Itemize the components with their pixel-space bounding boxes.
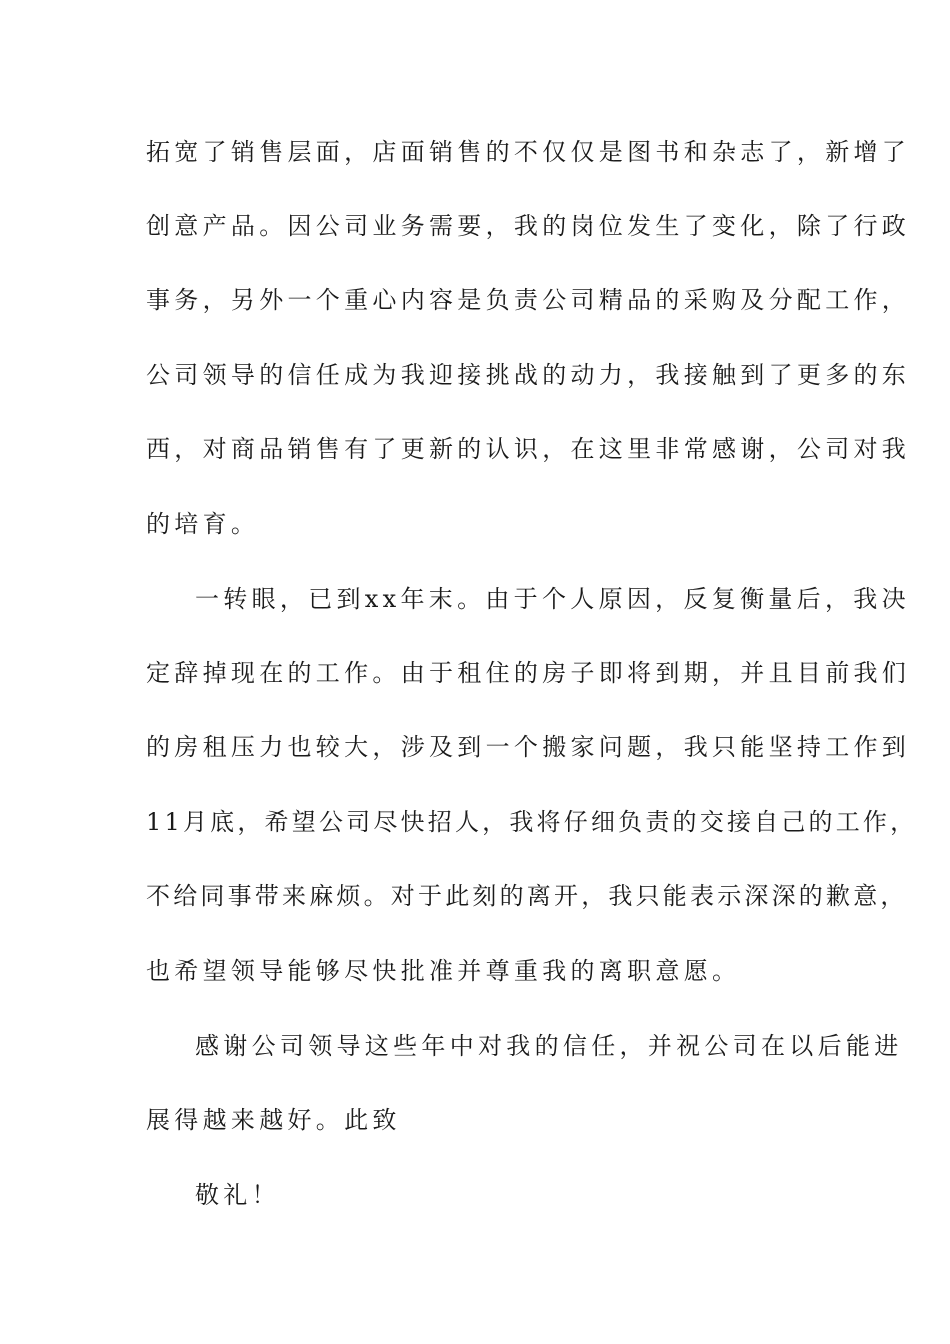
- body-line-11: 不给同事带来麻烦。对于此刻的离开，我只能表示深深的歉意，: [146, 882, 908, 910]
- body-line-3: 事务，另外一个重心内容是负责公司精品的采购及分配工作，: [146, 286, 911, 314]
- body-line-2: 创意产品。因公司业务需要，我的岗位发生了变化，除了行政: [146, 212, 911, 240]
- body-line-14: 展得越来越好。此致: [146, 1106, 401, 1134]
- body-line-7: 一转眼，已到xx年末。由于个人原因，反复衡量后，我决: [195, 585, 910, 613]
- body-line-4: 公司领导的信任成为我迎接挑战的动力，我接触到了更多的东: [146, 361, 911, 389]
- body-line-8: 定辞掉现在的工作。由于租住的房子即将到期，并且目前我们: [146, 659, 911, 687]
- body-line-1: 拓宽了销售层面，店面销售的不仅仅是图书和杂志了，新增了: [146, 138, 911, 166]
- body-line-12: 也希望领导能够尽快批准并尊重我的离职意愿。: [146, 957, 741, 985]
- closing-salutation: 敬礼！: [195, 1181, 280, 1209]
- body-line-9: 的房租压力也较大，涉及到一个搬家问题，我只能坚持工作到: [146, 733, 911, 761]
- body-line-10: 11月底，希望公司尽快招人，我将仔细负责的交接自己的工作，: [146, 808, 918, 836]
- body-line-5: 西，对商品销售有了更新的认识，在这里非常感谢，公司对我: [146, 435, 911, 463]
- body-line-13: 感谢公司领导这些年中对我的信任，并祝公司在以后能进: [195, 1032, 903, 1060]
- body-line-6: 的培育。: [146, 510, 260, 538]
